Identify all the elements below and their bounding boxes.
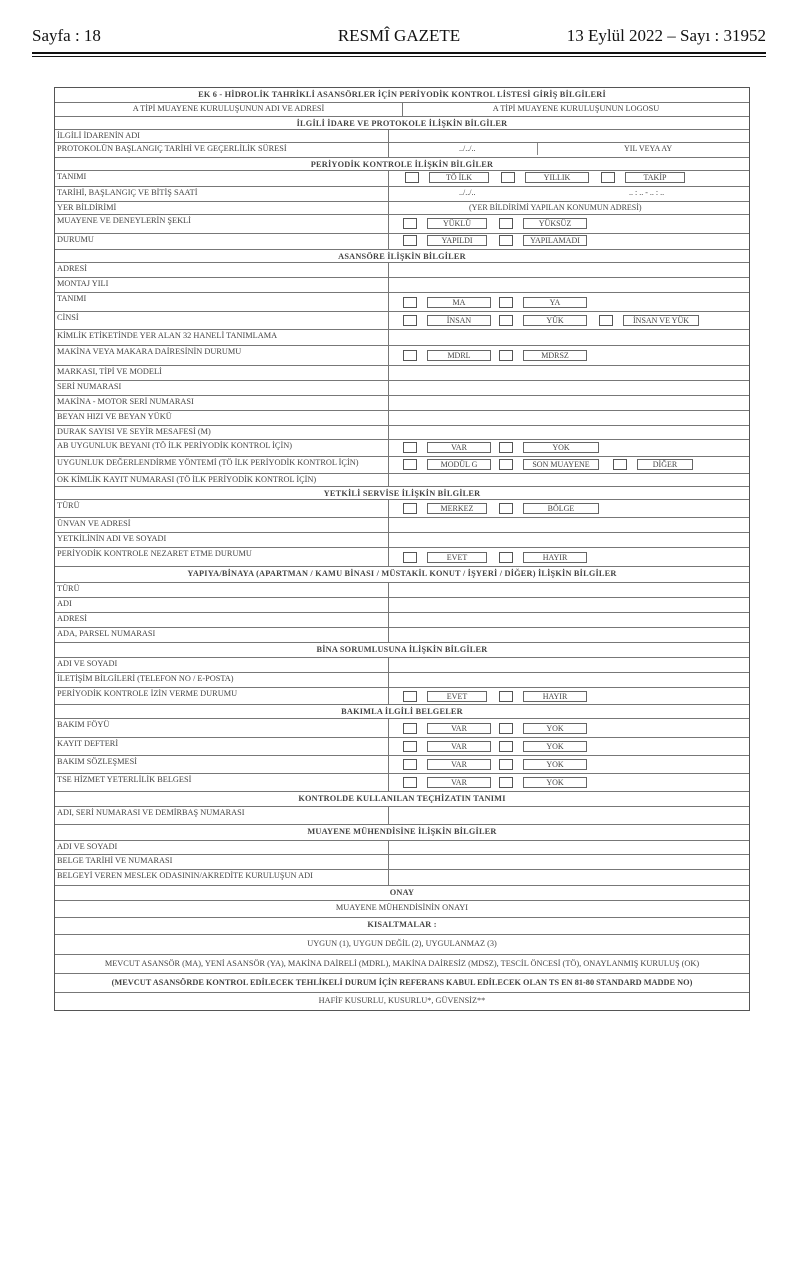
section-title: ASANSÖRE İLİŞKİN BİLGİLER [338, 252, 466, 261]
field-label: YER BİLDİRİMİ [55, 202, 389, 214]
checkbox[interactable] [499, 503, 513, 514]
field-label: BAKIM SÖZLEŞMESİ [55, 756, 389, 773]
field-label: KİMLİK ETİKETİNDE YER ALAN 32 HANELİ TANIMLAMA [55, 330, 389, 345]
section-equipment [55, 792, 749, 807]
row-abbrev-4 [55, 993, 749, 1010]
row-status [55, 234, 749, 250]
parcel-field[interactable] [389, 628, 749, 642]
row-abbrev-3 [55, 974, 749, 993]
checkbox[interactable] [499, 777, 513, 788]
option-evet[interactable]: EVET [403, 691, 487, 702]
year-month-label: YIL VEYA AY [624, 144, 673, 153]
authorized-name-field[interactable] [389, 533, 749, 547]
row-elevator-tanimi [55, 293, 749, 312]
row-responsible-name [55, 658, 749, 673]
row-motor-serial [55, 396, 749, 411]
row-permission [55, 688, 749, 705]
engineer-name-field[interactable] [389, 841, 749, 854]
checkbox[interactable] [403, 503, 417, 514]
serial-field[interactable] [389, 381, 749, 395]
checkbox[interactable] [403, 759, 417, 770]
building-address-field[interactable] [389, 613, 749, 627]
option-hayir[interactable]: HAYIR [499, 691, 587, 702]
row-speed-load [55, 411, 749, 426]
section-approval [55, 886, 749, 901]
abbrev-text: (MEVCUT ASANSÖRDE KONTROL EDİLECEK TEHLİKELİ DURUM İÇİN REFERANS KABUL EDİLECEK OLAN TS EN 81-80 STANDARD MADDE NO) [111, 978, 693, 987]
abbrev-text: HAFİF KUSURLU, KUSURLU*, GÜVENSİZ** [318, 996, 486, 1005]
row-ok-id [55, 474, 749, 487]
field-label: İLGİLİ İDARENİN ADI [55, 130, 389, 142]
option-merkez[interactable]: MERKEZ [403, 503, 487, 514]
section-title: PERİYODİK KONTROLE İLİŞKİN BİLGİLER [310, 160, 494, 169]
option-insan[interactable]: İNSAN [403, 315, 491, 326]
field-label: BELGE TARİHİ VE NUMARASI [55, 855, 389, 869]
row-service-type [55, 500, 749, 518]
section-title: BAKIMLA İLGİLİ BELGELER [341, 707, 463, 716]
option-var[interactable]: VAR [403, 442, 491, 453]
checkbox[interactable] [501, 172, 515, 183]
checkbox[interactable] [403, 315, 417, 326]
option-bolge[interactable]: BÖLGE [499, 503, 599, 514]
abbrev-text: MEVCUT ASANSÖR (MA), YENİ ASANSÖR (YA), MAKİNA DAİRELİ (MDRL), MAKİNA DAİRESİZ (MDSZ), TESCİL ÖNCESİ (TÖ), ONAYLANMIŞ KURULUŞ (OK) [104, 959, 700, 968]
option-yuk[interactable]: YÜK [499, 315, 587, 326]
row-contact [55, 673, 749, 688]
field-label: MONTAJ YILI [55, 278, 389, 292]
field-label: BELGEYİ VEREN MESLEK ODASININ/AKREDİTE KURULUŞUN ADI [55, 870, 389, 885]
row-ab-decl [55, 440, 749, 457]
section-abbrev [55, 918, 749, 935]
row-admin-name [55, 130, 749, 143]
date-mask: ../../.. [459, 188, 476, 197]
inspector-header-row [55, 103, 749, 117]
checkbox[interactable] [403, 723, 417, 734]
field-label: ADRESİ [55, 613, 389, 627]
page-number: Sayfa : 18 [32, 26, 101, 45]
checkbox[interactable] [499, 741, 513, 752]
section-responsible [55, 643, 749, 658]
option-var[interactable]: VAR [403, 723, 491, 734]
checkbox[interactable] [499, 552, 513, 563]
date-mask: ../../.. [459, 144, 476, 153]
issue-date: 13 Eylül 2022 – Sayı : 31952 [566, 26, 766, 45]
admin-name-field[interactable] [389, 130, 749, 142]
option-yapildi[interactable]: YAPILDI [403, 235, 487, 246]
section-admin [55, 117, 749, 130]
ok-id-field[interactable] [389, 474, 749, 486]
checkbox[interactable] [499, 235, 513, 246]
row-equipment [55, 807, 749, 825]
gazette-title: RESMÎ GAZETE [337, 26, 461, 45]
field-label: TARİHİ, BAŞLANGIÇ VE BİTİŞ SAATİ [55, 187, 389, 201]
row-building-type [55, 583, 749, 598]
field-label: MAKİNA VEYA MAKARA DAİRESİNİN DURUMU [55, 346, 389, 365]
checkbox[interactable] [403, 552, 417, 563]
section-engineer [55, 825, 749, 841]
protocol-field[interactable] [389, 143, 749, 157]
title-address-field[interactable] [389, 518, 749, 532]
option-evet[interactable]: EVET [403, 552, 487, 563]
field-label: DURAK SAYISI VE SEYİR MESAFESİ (M) [55, 426, 389, 439]
engineer-approval-label: MUAYENE MÜHENDİSİNİN ONAYI [335, 903, 469, 912]
row-address [55, 263, 749, 278]
option-insan-yuk[interactable]: İNSAN VE YÜK [599, 315, 699, 326]
section-title: YAPIYA/BİNAYA (APARTMAN / KAMU BİNASI / MÜSTAKİL KONUT / İŞYERİ / DİĞER) İLİŞKİN BİLGİLER [187, 569, 617, 578]
row-brand [55, 366, 749, 381]
section-service [55, 487, 749, 500]
checkbox[interactable] [613, 459, 627, 470]
option-yapilamadi[interactable]: YAPILAMADI [499, 235, 587, 246]
checkbox[interactable] [403, 297, 417, 308]
checkbox[interactable] [499, 315, 513, 326]
field-label: UYGUNLUK DEĞERLENDİRME YÖNTEMİ (TÖ İLK PERİYODİK KONTROL İÇİN) [55, 457, 389, 473]
stops-field[interactable] [389, 426, 749, 439]
row-building-address [55, 613, 749, 628]
field-label: PROTOKOLÜN BAŞLANGIÇ TARİHİ VE GEÇERLİLİK SÜRESİ [55, 143, 389, 157]
option-yok[interactable]: YOK [499, 442, 599, 453]
header-rule-thin [32, 56, 766, 57]
place-field[interactable] [389, 202, 749, 214]
section-title: MUAYENE MÜHENDİSİNE İLİŞKİN BİLGİLER [307, 827, 497, 836]
option-to-ilk[interactable]: TÖ İLK [405, 172, 489, 183]
checkbox[interactable] [403, 442, 417, 453]
option-modul-g[interactable]: MODÜL G [403, 459, 491, 470]
field-label: ADI VE SOYADI [55, 658, 389, 672]
option-yuklu[interactable]: YÜKLÜ [403, 218, 487, 229]
row-supervision [55, 548, 749, 567]
section-title: KISALTMALAR : [367, 920, 437, 929]
row-engineer-approval [55, 901, 749, 918]
option-yok[interactable]: YOK [499, 759, 587, 770]
field-label: AB UYGUNLUK BEYANI (TÖ İLK PERİYODİK KONTROL İÇİN) [55, 440, 389, 456]
field-label: KAYIT DEFTERİ [55, 738, 389, 755]
dates-field[interactable] [389, 187, 749, 201]
option-mdrl[interactable]: MDRL [403, 350, 491, 361]
row-machine-room [55, 346, 749, 366]
row-tanimi [55, 171, 749, 187]
row-abbrev-1 [55, 935, 749, 955]
contact-field[interactable] [389, 673, 749, 687]
field-label: ADI, SERİ NUMARASI VE DEMİRBAŞ NUMARASI [55, 807, 389, 824]
checkbox[interactable] [403, 235, 417, 246]
row-tse [55, 774, 749, 792]
building-name-field[interactable] [389, 598, 749, 612]
field-label: OK KİMLİK KAYIT NUMARASI (TÖ İLK PERİYODİK KONTROL İÇİN) [55, 474, 389, 486]
option-yillik[interactable]: YILLIK [501, 172, 589, 183]
row-title-address [55, 518, 749, 533]
gazette-header [32, 26, 766, 48]
row-dates [55, 187, 749, 202]
option-yok[interactable]: YOK [499, 723, 587, 734]
abbrev-text: UYGUN (1), UYGUN DEĞİL (2), UYGULANMAZ (3) [307, 939, 497, 948]
field-label: DURUMU [55, 234, 389, 249]
checkbox[interactable] [499, 442, 513, 453]
option-yok[interactable]: YOK [499, 777, 587, 788]
row-abbrev-2 [55, 955, 749, 974]
row-issuer [55, 870, 749, 886]
section-title: ONAY [389, 888, 415, 897]
field-label: ADA, PARSEL NUMARASI [55, 628, 389, 642]
time-mask: .. : .. - .. : .. [629, 188, 665, 197]
issuer-field[interactable] [389, 870, 749, 885]
checkbox[interactable] [403, 741, 417, 752]
option-mdrsz[interactable]: MDRSZ [499, 350, 587, 361]
section-periodic [55, 158, 749, 171]
option-hayir[interactable]: HAYIR [499, 552, 587, 563]
row-conformity [55, 457, 749, 474]
checkbox[interactable] [499, 297, 513, 308]
section-title: İLGİLİ İDARE VE PROTOKOLE İLİŞKİN BİLGİLER [296, 119, 508, 128]
row-id32 [55, 330, 749, 346]
field-label: PERİYODİK KONTROLE NEZARET ETME DURUMU [55, 548, 389, 566]
checkbox[interactable] [403, 459, 417, 470]
option-ya[interactable]: YA [499, 297, 587, 308]
field-label: MAKİNA - MOTOR SERİ NUMARASI [55, 396, 389, 410]
row-bakim-sozlesmesi [55, 756, 749, 774]
row-test-type [55, 215, 749, 234]
section-elevator [55, 250, 749, 263]
field-label: MUAYENE VE DENEYLERİN ŞEKLİ [55, 215, 389, 233]
field-label: BEYAN HIZI VE BEYAN YÜKÜ [55, 411, 389, 425]
form-title-row [55, 88, 749, 103]
option-yok[interactable]: YOK [499, 741, 587, 752]
checkbox[interactable] [405, 172, 419, 183]
row-bakim-foyu [55, 719, 749, 738]
option-var[interactable]: VAR [403, 741, 491, 752]
checkbox[interactable] [499, 218, 513, 229]
field-label: TÜRÜ [55, 583, 389, 597]
field-label: ADI VE SOYADI [55, 841, 389, 854]
inspector-logo-header: A TİPİ MUAYENE KURULUŞUNUN LOGOSU [402, 103, 749, 116]
brand-field[interactable] [389, 366, 749, 380]
checkbox[interactable] [499, 459, 513, 470]
section-title: BİNA SORUMLUSUNA İLİŞKİN BİLGİLER [316, 645, 488, 654]
row-protocol [55, 143, 749, 158]
equipment-field[interactable] [389, 807, 749, 824]
install-year-field[interactable] [389, 278, 749, 292]
inspector-name-header: A TİPİ MUAYENE KURULUŞUNUN ADI VE ADRESİ [132, 104, 325, 113]
row-stops [55, 426, 749, 440]
row-kayit-defteri [55, 738, 749, 756]
field-label: TANIMI [55, 293, 389, 311]
checkbox[interactable] [599, 315, 613, 326]
field-label: SERİ NUMARASI [55, 381, 389, 395]
field-label: ADI [55, 598, 389, 612]
cert-date-field[interactable] [389, 855, 749, 869]
id32-field[interactable] [389, 330, 749, 345]
form-title: EK 6 - HİDROLİK TAHRİKLİ ASANSÖRLER İÇİN PERİYODİK KONTROL LİSTESİ GİRİŞ BİLGİLERİ [198, 90, 606, 99]
checkbox[interactable] [499, 723, 513, 734]
header-rule [32, 52, 766, 54]
field-label: PERİYODİK KONTROLE İZİN VERME DURUMU [55, 688, 389, 704]
row-building-name [55, 598, 749, 613]
field-label: TANIMI [55, 171, 389, 186]
row-cinsi [55, 312, 749, 330]
section-title: YETKİLİ SERVİSE İLİŞKİN BİLGİLER [323, 489, 481, 498]
row-cert-date [55, 855, 749, 870]
field-label: YETKİLİNİN ADI VE SOYADI [55, 533, 389, 547]
row-authorized-name [55, 533, 749, 548]
checkbox[interactable] [403, 350, 417, 361]
option-var[interactable]: VAR [403, 777, 491, 788]
checkbox[interactable] [499, 350, 513, 361]
field-label: TÜRÜ [55, 500, 389, 517]
field-label: BAKIM FÖYÜ [55, 719, 389, 737]
option-var[interactable]: VAR [403, 759, 491, 770]
row-engineer-name [55, 841, 749, 855]
option-takip[interactable]: TAKİP [601, 172, 685, 183]
section-title: KONTROLDE KULLANILAN TEÇHİZATIN TANIMI [298, 794, 506, 803]
option-son-muayene[interactable]: SON MUAYENE [499, 459, 599, 470]
building-type-field[interactable] [389, 583, 749, 597]
checkbox[interactable] [403, 691, 417, 702]
row-install-year [55, 278, 749, 293]
speed-load-field[interactable] [389, 411, 749, 425]
checkbox[interactable] [403, 777, 417, 788]
row-serial [55, 381, 749, 396]
row-place [55, 202, 749, 215]
row-parcel [55, 628, 749, 643]
place-note: (YER BİLDİRİMİ YAPILAN KONUMUN ADRESİ) [469, 203, 642, 212]
option-yuksuz[interactable]: YÜKSÜZ [499, 218, 587, 229]
section-maintenance [55, 705, 749, 719]
inspection-form [54, 87, 750, 1011]
checkbox[interactable] [601, 172, 615, 183]
field-label: TSE HİZMET YETERLİLİK BELGESİ [55, 774, 389, 791]
field-label: İLETİŞİM BİLGİLERİ (TELEFON NO / E-POSTA) [55, 673, 389, 687]
motor-serial-field[interactable] [389, 396, 749, 410]
option-diger[interactable]: DİĞER [613, 459, 693, 470]
option-ma[interactable]: MA [403, 297, 491, 308]
checkbox[interactable] [499, 759, 513, 770]
checkbox[interactable] [499, 691, 513, 702]
responsible-name-field[interactable] [389, 658, 749, 672]
field-label: ÜNVAN VE ADRESİ [55, 518, 389, 532]
field-label: ADRESİ [55, 263, 389, 277]
field-label: CİNSİ [55, 312, 389, 329]
section-building [55, 567, 749, 583]
field-label: MARKASI, TİPİ VE MODELİ [55, 366, 389, 380]
checkbox[interactable] [403, 218, 417, 229]
address-field[interactable] [389, 263, 749, 277]
